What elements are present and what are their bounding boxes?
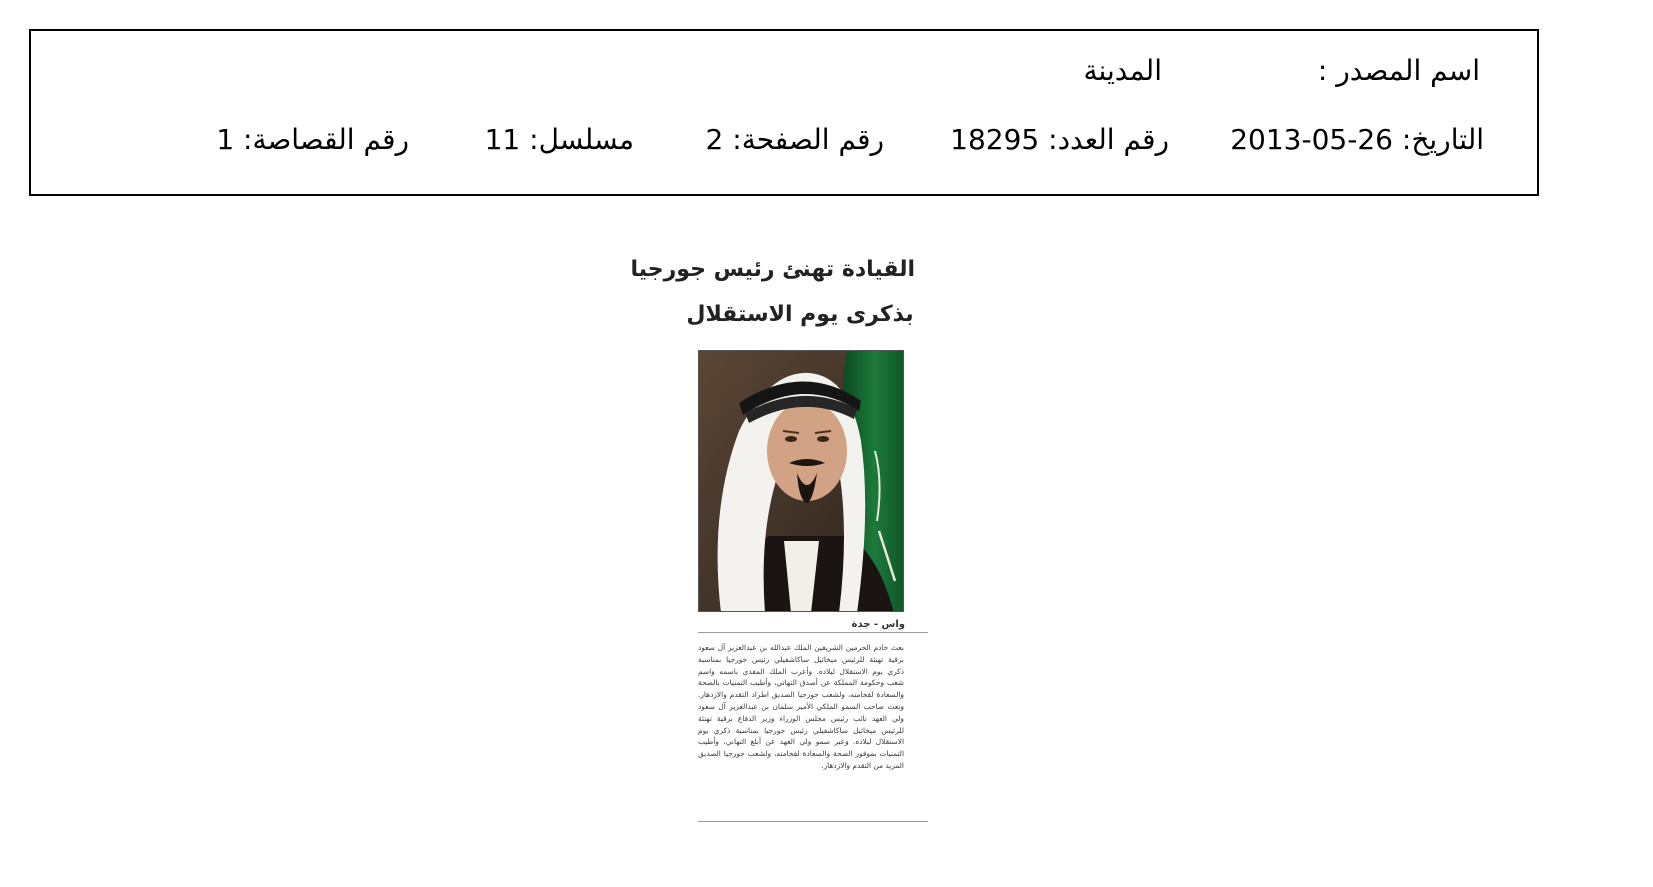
source-value: المدينة [1083,54,1162,87]
clipping-number-field: رقم القصاصة: 1 [216,123,409,156]
king-portrait-photo [698,350,904,612]
article-bottom-rule [698,821,928,822]
article-byline: واس - جدة [851,619,905,630]
article-body: بعث خادم الحرمين الشريفين الملك عبدالله بن عبدالعزيز آل سعود برقية تهنئة للرئيس ميخائيل ساكاشفيلي رئيس جورجيا بمناسبة ذكرى يوم الاستقلال لبلاده. وأعرب الملك المفدى باسمه واسم شعب وحكومة المملكة عن أصدق التهاني، وأطيب التمنيات بالصحة والسعادة لفخامته، ولشعب جورجيا الصديق اطراد التقدم والازدهار. وبعث صاحب السمو الملكي الأمير سلمان بن عبدالعزيز آل سعود ولي العهد نائب رئيس مجلس الوزراء وزير الدفاع برقية تهنئة للرئيس ميخائيل ساكاشفيلي رئيس جورجيا بمناسبة ذكرى يوم الاستقلال لبلاده. وعبر سمو ولي العهد عن أبلغ التهاني، وأطيب التمنيات بموفور الصحة والسعادة لفخامته، ولشعب جورجيا الصديق المزيد من التقدم والازدهار. [698,643,904,770]
portrait-illustration [699,351,904,612]
headline-line-2: بذكرى يوم الاستقلال [686,302,914,327]
byline-divider [698,632,928,633]
date-field: التاريخ: 26-05-2013 [1230,123,1484,156]
page-number-field: رقم الصفحة: 2 [705,123,884,156]
serial-field: مسلسل: 11 [484,123,634,156]
newspaper-clipping [630,230,930,825]
clipping-metadata-box [29,29,1539,196]
source-label: اسم المصدر : [1317,54,1480,87]
issue-number-field: رقم العدد: 18295 [950,123,1169,156]
headline-line-1: القيادة تهنئ رئيس جورجيا [630,257,915,282]
